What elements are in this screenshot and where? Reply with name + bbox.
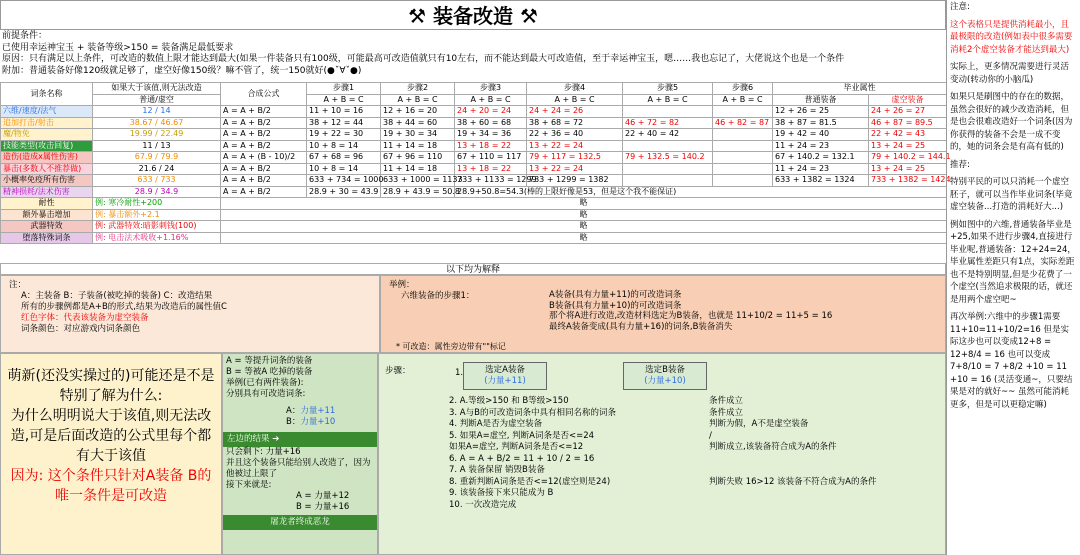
step-item: 9. 该装备接下来只能成为 B [449,488,554,498]
step-item: 6. A = A + B/2 = 11 + 10 / 2 = 16 [449,453,595,464]
arrow-icon: ➔ [272,434,280,444]
note-line: 红色字体：代表该装备为虚空装备 [21,313,149,323]
row-name: 六维/速度/法气 [1,106,93,118]
row-final-void: 733 + 1382 = 1424 [869,175,947,187]
example-label: 六维装备的步骤1： [401,290,475,301]
table-row [1,198,947,210]
row-step: 67 + 96 = 110 [381,152,455,164]
col-step: 步骤1 [307,83,381,95]
row-final-void: 22 + 42 = 43 [869,129,947,141]
row-step: 10 + 8 = 14 [307,140,381,152]
col-name: 词条名称 [1,83,93,106]
step-item: 2. A.等级>150 和 B等级>150 [449,396,569,406]
row-limit: 633 / 733 [93,175,221,187]
col-final-normal: 普通装备 [773,94,869,106]
table-row [1,152,947,164]
row-formula: A = A + (B - 10)/2 [221,152,307,164]
steps-title: 步骤： [385,366,411,376]
ab-explanation [222,353,378,555]
row-omitted: 略 [221,198,947,210]
table-row [1,163,947,175]
row-step: 11 + 14 = 18 [381,140,455,152]
row-step: 733 + 1133 = 1299 [455,175,527,187]
row-step: 67 + 68 = 96 [307,152,381,164]
table-row [1,186,947,198]
row-step: 22 + 40 = 42 [623,129,713,141]
row-limit: 12 / 14 [93,106,221,118]
intro-line: 已使用幸运神宝玉 + 装备等级>150 = 装备满足最低要求 [2,42,234,53]
row-final-normal: 19 + 42 = 40 [773,129,869,141]
col-step: 步骤5 [623,83,713,95]
row-step [623,175,713,187]
step-item: 8. 重新判断A词条是否<=12(虚空则是24) [449,476,611,487]
side-title: 注意: [950,2,970,12]
step-result: 判断成立,该装备符合成为A的条件 [709,442,837,452]
b-value: 力量+10 [300,417,336,427]
side-paragraph: 例如图中的六维,普通装备毕业是+25,如果不进行步骤4,直接进行毕业呢,普通装备：12+24=24，毕业属性差距只有1点，实际差距也不是特别明显,但是少花费了一个虚空(当然追求极限的话，就还是用两个虚空吧~ [950,219,1076,305]
col-step-sub: A + B = C [455,94,527,106]
row-step: 67 + 110 = 117 [455,152,527,164]
row-name: 暴击(多数人不推荐做) [1,163,93,175]
row-formula: A = A + B/2 [221,140,307,152]
table-header-row [1,83,947,95]
row-limit: 11 / 13 [93,140,221,152]
note-title: 注： [9,280,27,290]
intro-line: 附加：普通装备好像120级就足够了，虚空好像150级？嘛不管了，统一150就好(●ˇ∀ˇ●) [2,65,362,76]
row-limit: 38.67 / 46.67 [93,117,221,129]
step-item: 3. A与B的可改造词条中具有相同名称的词条 [449,407,616,418]
row-name: 小概率免疫所有伤害 [1,175,93,187]
step-result: 条件成立 [709,407,744,418]
col-step-sub: A + B = C [381,94,455,106]
col-final: 毕业属性 [773,83,947,95]
section-divider: 以下均为解释 [0,263,946,275]
row-name: 技能类型(攻击回复) [1,140,93,152]
row-step: 79 + 132.5 = 140.2 [623,152,713,164]
row-final-normal: 11 + 24 = 23 [773,140,869,152]
col-formula: 合成公式 [221,83,307,106]
row-final-void: 46 + 87 = 89.5 [869,117,947,129]
row-step: 22 + 36 = 40 [527,129,623,141]
side-paragraph: 推荐: [950,159,970,170]
note-line: A：主装备 B：子装备(被吃掉的装备) C：改造结果 [21,291,213,301]
hammer-icon: ⚒ [519,4,538,28]
row-name: 精神损耗/法术伤害 [1,186,93,198]
step-result: 判断失败 16>12 该装备不符合成为A的条件 [709,476,877,487]
box-select-a [463,362,547,390]
row-step: 24 + 24 = 26 [527,106,623,118]
row-omitted: 略 [221,209,947,221]
row-limit: 67.9 / 79.9 [93,152,221,164]
row-step [713,140,773,152]
a-label: A： [286,406,301,416]
row-step: 13 + 22 = 24 [527,140,623,152]
upgrade-table [0,82,951,244]
faq-question-detail: 为什么明明说大于该值,则无法改造,可是后面改造的公式里每个都有大于该值 [10,408,212,464]
row-final-normal: 38 + 87 = 81.5 [773,117,869,129]
row-step [713,163,773,175]
row-final-void: 13 + 24 = 25 [869,140,947,152]
row-step: 46 + 82 = 87 [713,117,773,129]
row-formula: A = A + B/2 [221,186,307,198]
table-subheader-row [1,94,947,106]
faq-section [0,353,222,555]
row-step: 38 + 12 = 44 [307,117,381,129]
col-final-void: 虚空装备 [869,94,947,106]
row-step: 79 + 117 = 132.5 [527,152,623,164]
row-limit: 19.99 / 22.49 [93,129,221,141]
mid-line: 并且这个装备只能给别人改造了，因为他被过上限了 [226,458,371,479]
side-paragraph: 实际上，更多情况需要进行灵活变动(转动你的小脑瓜) [950,62,1070,85]
row-name: 额外暴击增加 [1,209,93,221]
step-result: / [709,430,712,441]
box-b-label: 选定B装备 [645,365,685,375]
table-row [1,140,947,152]
row-step [713,106,773,118]
table-row [1,209,947,221]
hammer-icon: ⚒ [408,4,427,28]
row-formula: A = A + B/2 [221,175,307,187]
row-step: 19 + 34 = 36 [455,129,527,141]
row-step: 633 + 734 = 1000 [307,175,381,187]
row-step: 19 + 22 = 30 [307,129,381,141]
row-formula: A = A + B/2 [221,106,307,118]
row-formula: A = A + B/2 [221,117,307,129]
row-omitted: 略 [221,221,947,233]
row-step: 46 + 72 = 82 [623,117,713,129]
col-step-sub: A + B = C [623,94,713,106]
b-label: B： [286,417,301,427]
row-formula: A = A + B/2 [221,129,307,141]
mid-line: 只会剩下: 力量+16 [226,447,301,457]
title-text: 装备改造 [433,4,513,28]
intro-line: 前提条件： [2,31,48,41]
intro-section [2,31,946,77]
note-section [0,275,380,353]
row-step: 38 + 44 = 60 [381,117,455,129]
mid-line: B = 力量+16 [296,502,350,512]
mid-line: B = 等被A 吃掉的装备 [226,367,313,377]
step-item: 如果A=虚空, 判断A词条是否<=12 [449,442,584,452]
row-step [713,152,773,164]
row-step: 28.9 + 43.9 = 50.8 [381,186,455,198]
faq-answer: 因为: 这个条件只针对A装备 B的唯一条件是可改造 [10,468,212,504]
row-step [713,175,773,187]
note-line: 所有的步骤例都是A+B的形式,结果为改造后的属性值C [21,302,227,312]
row-final-normal: 67 + 140.2 = 132.1 [773,152,869,164]
note-line: 词条颜色：对应游戏内词条颜色 [21,324,141,334]
mid-line: A = 力量+12 [296,491,350,501]
row-name: 堕落特殊词条 [1,232,93,244]
row-name: 追加打击/射击 [1,117,93,129]
example-line: B装备(具有力量+10)的可改造词条 [549,300,682,311]
row-limit: 28.9 / 34.9 [93,186,221,198]
row-step: 13 + 22 = 24 [527,163,623,175]
col-step-sub: A + B = C [527,94,623,106]
row-step: 38 + 60 = 68 [455,117,527,129]
row-step: 733 + 1299 = 1382 [527,175,623,187]
mid-line: 接下来就是: [226,480,272,490]
col-limit-sub: 普通/虚空 [93,94,221,106]
example-title: 举例： [389,280,415,290]
row-step [623,140,713,152]
row-step: 13 + 18 = 22 [455,140,527,152]
row-final-void: 79 + 140.2 = 144.1 [869,152,947,164]
row-name: 武器特效 [1,221,93,233]
step-item: 10. 一次改造完成 [449,499,517,510]
side-paragraph: 这个表格只是提供消耗最小，且最极限的改造(例如表中很多需要消耗2个虚空装备才能达到最大) [950,19,1073,55]
side-paragraph: 如果只是刷图中的存在的数据，虽然会很好的减少改造消耗，但是也会很难改造好一个词条(因为你获得的装备不会是一成不变的，她的词条会是有高有低的) [950,92,1073,152]
table-row [1,129,947,141]
side-notes [946,0,1080,555]
row-step [623,106,713,118]
row-final-normal: 12 + 26 = 25 [773,106,869,118]
row-name: 耐性 [1,198,93,210]
step-item: 7. A 装备保留 销毁B装备 [449,465,545,475]
box-a-label: 选定A装备 [485,365,525,375]
box-a-sub: (力量+11) [484,376,526,386]
steps-section [378,353,946,555]
col-step-sub: A + B = C [713,94,773,106]
col-step: 步骤2 [381,83,455,95]
row-omitted: 略 [221,232,947,244]
mid-line: A = 等提升词条的装备 [226,356,313,366]
row-example: 例: 电击法术吸收+1.16% [93,232,221,244]
row-name: 魔/物免 [1,129,93,141]
table-row [1,175,947,187]
example-line: A装备(具有力量+11)的可改造词条 [549,290,682,300]
row-final-normal: 11 + 24 = 23 [773,163,869,175]
row-final-void: 13 + 24 = 25 [869,163,947,175]
col-limit: 如果大于该值,则无法改造 [93,83,221,95]
side-paragraph: 再次举例:六维中的步骤1需要11+10=11+10/2=16 但是实际这步也可以变成12+8 = 12+8/4 = 16 也可以变成7+8/10 = 7 +8/2 +10 = 11 +10 = 16 (灵活变通~，只要结果是对的就好~~ 虽然可能消耗更多，但是可以更稳定嘛) [950,312,1073,410]
col-step: 步骤3 [455,83,527,95]
step-result: 条件成立 [709,396,744,406]
modifiable-mark-note: * 可改造：属性旁边带有""标记 [396,342,506,351]
step-item: 1. [455,368,464,378]
row-step: 28.9 + 30 = 43.9 [307,186,381,198]
row-example: 例: 暴击额外+2.1 [93,209,221,221]
row-step: 12 + 16 = 20 [381,106,455,118]
row-step: 19 + 30 = 34 [381,129,455,141]
step-item: 5. 如果A=虚空, 判断A词条是否<=24 [449,430,595,441]
row-example: 例: 寒冷耐性+200 [93,198,221,210]
page-title [0,0,946,30]
mid-footer: 屠龙者终成恶龙 [223,515,377,530]
side-paragraph: 特别平民的可以只消耗一个虚空胚子，就可以当作毕业词条(毕竟虚空装备...打造的消耗好大...) [950,177,1073,212]
box-select-b [623,362,707,390]
intro-line: 原因：只有满足以上条件，可改造的数值上限才能达到最大(如果一件装备只有100级，可能最高可改造值就只有10左右，而不能达到最大可改造值，至于幸运神宝玉，嗯……我也忘记了，大佬说这个也是一个条件 [2,54,845,64]
example-line: 那个将A进行改造,改造材料选定为B装备，也就是 11+10/2 = 11+5 = 16 [549,311,833,321]
faq-question: 萌新(还没实操过的)可能还是不是特别了解为什么: [7,368,215,404]
box-b-sub: (力量+10) [644,376,686,386]
col-step: 步骤6 [713,83,773,95]
row-step: 24 + 20 = 24 [455,106,527,118]
row-step [623,163,713,175]
row-limit: 21.6 / 24 [93,163,221,175]
row-step: 11 + 10 = 16 [307,106,381,118]
row-step: 10 + 8 = 14 [307,163,381,175]
step-item: 4. 判断A是否为虚空装备 [449,419,543,429]
row-step: 13 + 18 = 22 [455,163,527,175]
result-box [223,432,377,447]
example-line: 最终A装备变成(具有力量+16)的词条,B装备消失 [549,321,733,332]
row-step: 38 + 68 = 72 [527,117,623,129]
a-value: 力量+11 [300,406,336,416]
table-row [1,117,947,129]
row-step: 11 + 14 = 18 [381,163,455,175]
row-final-void: 24 + 26 = 27 [869,106,947,118]
col-step-sub: A + B = C [307,94,381,106]
row-step: 633 + 1000 = 1133 [381,175,455,187]
col-step: 步骤4 [527,83,623,95]
table-row [1,221,947,233]
row-name: 造伤(造成x属性伤害) [1,152,93,164]
mid-line: 举例(已有两件装备): [226,378,304,388]
row-step-note: 28.9+50.8=54.3(棒的上限好像是53，但是这个我不能保证) [455,186,947,198]
row-step [713,129,773,141]
row-formula: A = A + B/2 [221,163,307,175]
mid-line: 分别具有可改造词条: [226,389,306,399]
row-final-normal: 633 + 1382 = 1324 [773,175,869,187]
step-result: 判断为假，A不是虚空装备 [709,419,809,429]
row-example: 例: 武器特效:暗影刺钱(100) [93,221,221,233]
table-row [1,232,947,244]
result-title: 左边的结果 [227,434,270,444]
table-row [1,106,947,118]
